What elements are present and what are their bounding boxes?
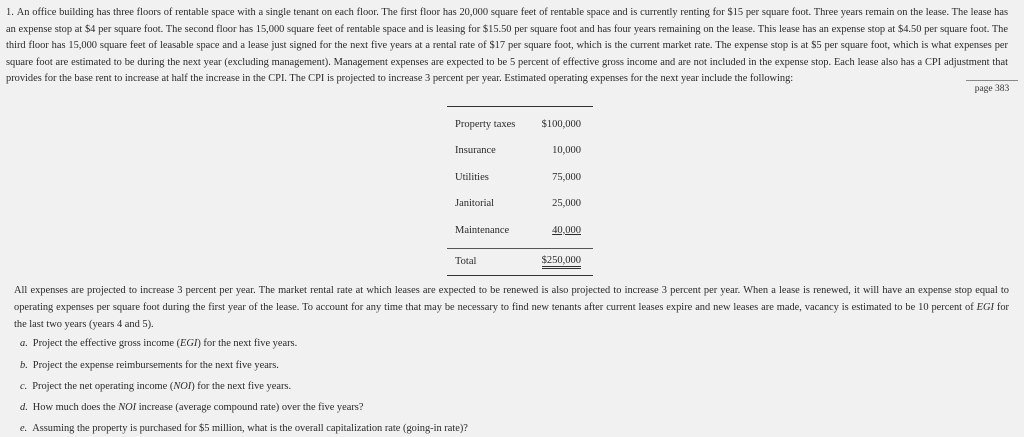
table-row [447, 164, 593, 191]
expense-value: $100,000 [541, 118, 581, 130]
question-text-end: increase (average compound rate) over the five years? [138, 402, 364, 413]
expense-value: 75,000 [552, 171, 581, 183]
expense-label: Utilities [455, 171, 489, 183]
question-c [20, 380, 291, 394]
question-abbr: NOI [173, 381, 192, 392]
expense-value: 40,000 [552, 224, 581, 236]
assumptions-text-end: for the last two years (years 4 and 5). [14, 301, 1009, 330]
question-label: a. [20, 338, 28, 349]
operating-expenses-table [447, 106, 593, 276]
total-row [447, 248, 593, 275]
table-row [447, 138, 593, 165]
page-reference: page 383 [966, 80, 1018, 94]
expense-value: 25,000 [552, 198, 581, 210]
expense-label: Property taxes [455, 118, 516, 130]
total-value: $250,000 [542, 255, 581, 269]
problem-intro-text: An office building has three floors of rentable space with a single tenant on each floor. The first floor has 20,000 square feet of rentable space and is currently renting for $15 per square foot. Three years remain on the lease. The lease has an expense stop at $4 per square foot. The second floor has 15,000 square feet of rentable space and is leasing for $15.50 per square foot and has four years remaining on the lease. This lease has an expense stop at $4.50 per square foot. The third floor has 15,000 square feet of leasable space and a lease just signed for the next five years at a rental rate of $17 per square foot, which is the current market rate. The expense stop is at $5 per square foot, which is what expenses per square foot are estimated to be during the next year (excluding management). Management expenses are expected to be 5 percent of effective gross income and are not included in the expense stop. Each lease also has a CPI adjustment that provides for the base rent to increase at half the increase in the CPI. The CPI is projected to increase 3 percent per year. Estimated operating expenses for the next year include the following: [6, 7, 1008, 85]
question-text: Project the net operating income ( [32, 381, 174, 392]
table-row [447, 217, 593, 244]
question-abbr: NOI [118, 402, 137, 413]
total-label: Total [455, 256, 477, 267]
table-row [447, 111, 593, 138]
assumptions-paragraph [14, 283, 1009, 333]
expense-value: 10,000 [552, 145, 581, 157]
assumptions-text: All expenses are projected to increase 3 percent per year. The market rental rate at which leases are expected to be renewed is also projected to increase 3 percent per year. When a lease is renewed, it will have an expense stop equal to operating expenses per square foot during the first year of the lease. To account for any time that may be necessary to find new tenants after current leases expire and new leases are made, vacancy is estimated to be 10 percent of [14, 285, 1009, 313]
question-label: e. [20, 423, 28, 434]
question-abbr: EGI [180, 338, 198, 349]
question-label: c. [20, 381, 28, 392]
question-text-end: ) for the next five years. [197, 338, 298, 349]
question-a [20, 337, 297, 351]
question-e [20, 422, 468, 436]
question-b [20, 359, 279, 373]
expense-label: Maintenance [455, 224, 510, 236]
question-text-end: ) for the next five years. [191, 381, 292, 392]
question-d [20, 401, 363, 415]
question-text: Project the effective gross income ( [32, 338, 181, 349]
expense-label: Insurance [455, 145, 496, 157]
expense-label: Janitorial [455, 198, 495, 210]
egi-abbr: EGI [976, 301, 994, 313]
table-row [447, 191, 593, 218]
question-label: b. [20, 360, 28, 371]
problem-number: 1. [6, 7, 14, 18]
question-text: Project the expense reimbursements for the next five years. [32, 360, 279, 371]
question-label: d. [20, 402, 28, 413]
question-text: Assuming the property is purchased for $5 million, what is the overall capitalization rate (going-in rate)? [32, 423, 468, 434]
problem-intro-paragraph [6, 5, 1008, 88]
question-text: How much does the [32, 402, 116, 413]
